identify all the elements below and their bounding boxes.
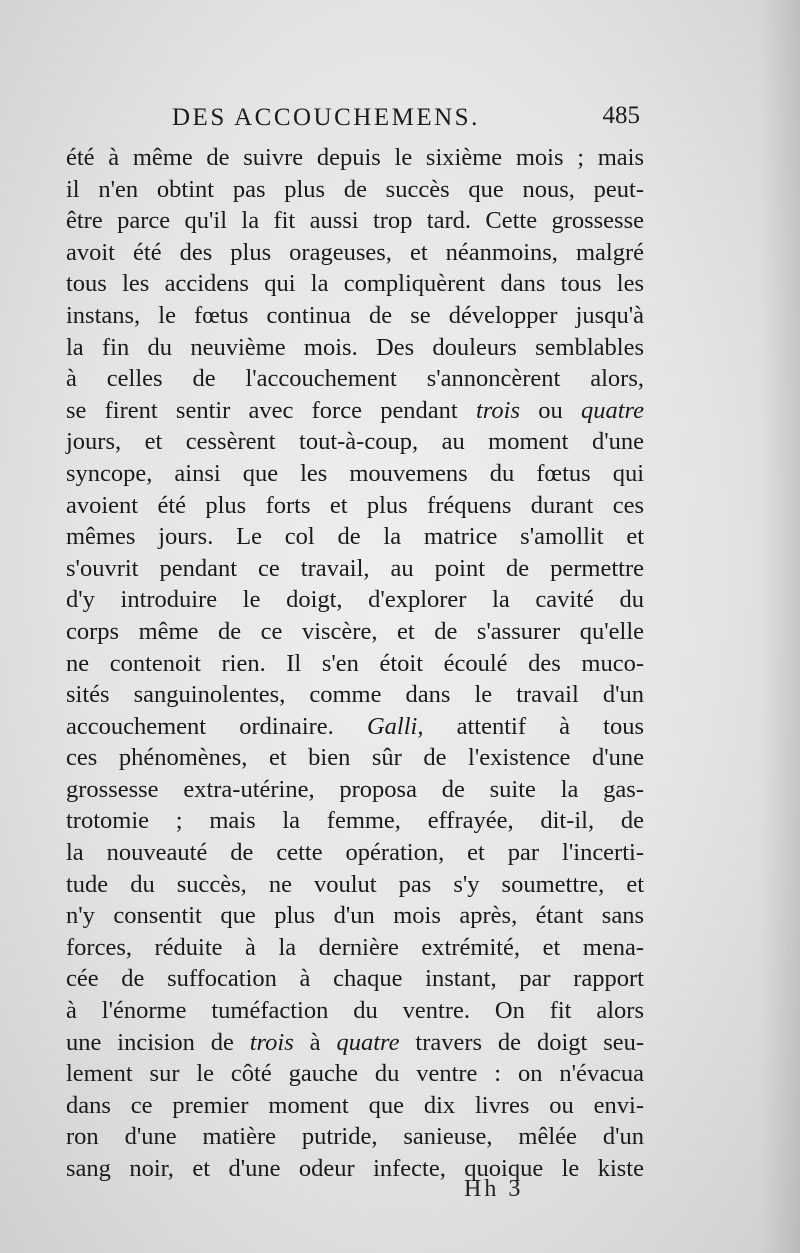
text-line (66, 1027, 644, 1059)
text-line (66, 584, 644, 616)
italic-run: trois (249, 1028, 294, 1056)
text-run: ou (520, 396, 581, 424)
text-run: la fin du neuvième mois. Des douleurs semblables (66, 333, 644, 361)
text-run: syncope, ainsi que les mouvemens du fœtus qui (66, 459, 644, 487)
running-head (60, 100, 640, 140)
text-line (66, 1058, 644, 1090)
text-run: sang noir, et d'une odeur infecte, quoique le kiste (66, 1155, 644, 1182)
text-run: sités sanguinolentes, comme dans le travail d'un (66, 681, 644, 709)
text-run: s'ouvrit pendant ce travail, au point de permettre (66, 554, 644, 582)
text-line (66, 1090, 644, 1122)
text-line (66, 458, 644, 490)
text-run: grossesse extra-utérine, proposa de suite la gas- (66, 775, 644, 803)
text-run: une incision de (66, 1028, 250, 1056)
text-line (66, 332, 644, 364)
text-line (66, 363, 644, 395)
text-line (66, 648, 644, 680)
text-run: à celles de l'accouchement s'annoncèrent alors, (66, 365, 644, 393)
text-line (66, 869, 644, 901)
text-run: ne contenoit rien. Il s'en étoit écoulé des muco- (66, 649, 644, 677)
text-line (66, 900, 644, 932)
text-run: se firent sentir avec force pendant (66, 396, 476, 424)
text-run: attentif à tous (423, 712, 644, 740)
page-number: 485 (602, 102, 640, 129)
italic-run: quatre (580, 396, 645, 424)
text-line (66, 932, 644, 964)
text-line (66, 142, 644, 174)
text-run: tous les accidens qui la compliquèrent dans tous les (66, 270, 644, 298)
text-line (66, 553, 644, 585)
signature-mark: Hh 3 (464, 1176, 524, 1202)
text-line (66, 1121, 644, 1153)
text-line (66, 679, 644, 711)
text-run: ces phénomènes, et bien sûr de l'existence d'une (66, 744, 644, 772)
text-line (66, 616, 644, 648)
text-line (66, 426, 644, 458)
italic-run: quatre (336, 1028, 400, 1056)
text-line (66, 1153, 644, 1185)
text-run: tude du succès, ne voulut pas s'y soumettre, et (66, 870, 644, 898)
text-line (66, 174, 644, 206)
text-run: cée de suffocation à chaque instant, par rapport (66, 965, 644, 993)
text-line (66, 963, 644, 995)
text-line (66, 300, 644, 332)
body-text (66, 142, 644, 1185)
text-line (66, 205, 644, 237)
text-run: accouchement ordinaire. (66, 712, 367, 740)
text-line (66, 711, 644, 743)
text-line (66, 490, 644, 522)
text-line (66, 395, 644, 427)
text-run: être parce qu'il la fit aussi trop tard. Cette grossesse (66, 207, 644, 235)
text-run: forces, réduite à la dernière extrémité, et mena- (66, 933, 644, 961)
text-run: lement sur le côté gauche du ventre : on n'évacua (66, 1060, 644, 1088)
text-run: travers de doigt seu- (399, 1028, 645, 1056)
text-run: été à même de suivre depuis le sixième mois ; mais (66, 144, 644, 171)
text-run: corps même de ce viscère, et de s'assurer qu'elle (66, 617, 644, 645)
text-run: mêmes jours. Le col de la matrice s'amollit et (66, 523, 644, 551)
text-line (66, 237, 644, 269)
text-line (66, 995, 644, 1027)
text-run: n'y consentit que plus d'un mois après, étant sans (66, 902, 644, 930)
text-run: avoient été plus forts et plus fréquens durant ces (66, 491, 644, 519)
text-run: la nouveauté de cette opération, et par l'incerti- (66, 839, 644, 867)
text-run: à l'énorme tuméfaction du ventre. On fit alors (66, 997, 644, 1025)
text-run: il n'en obtint pas plus de succès que nous, peut- (66, 175, 644, 203)
text-run: dans ce premier moment que dix livres ou envi- (66, 1091, 644, 1119)
text-line (66, 837, 644, 869)
text-run: instans, le fœtus continua de se développer jusqu'à (66, 301, 644, 329)
text-run: à (293, 1028, 337, 1056)
text-run: trotomie ; mais la femme, effrayée, dit-il, de (66, 807, 644, 835)
text-run: jours, et cessèrent tout-à-coup, au moment d'une (66, 428, 644, 456)
text-run: d'y introduire le doigt, d'explorer la cavité du (66, 586, 644, 614)
text-line (66, 774, 644, 806)
text-line (66, 805, 644, 837)
text-line (66, 742, 644, 774)
italic-run: trois (475, 396, 520, 424)
text-run: ron d'une matière putride, sanieuse, mêlée d'un (66, 1123, 644, 1151)
italic-run: Galli, (366, 712, 424, 740)
text-line (66, 521, 644, 553)
text-line (66, 268, 644, 300)
text-run: avoit été des plus orageuses, et néanmoins, malgré (66, 238, 644, 266)
running-title: DES ACCOUCHEMENS. (172, 104, 480, 131)
